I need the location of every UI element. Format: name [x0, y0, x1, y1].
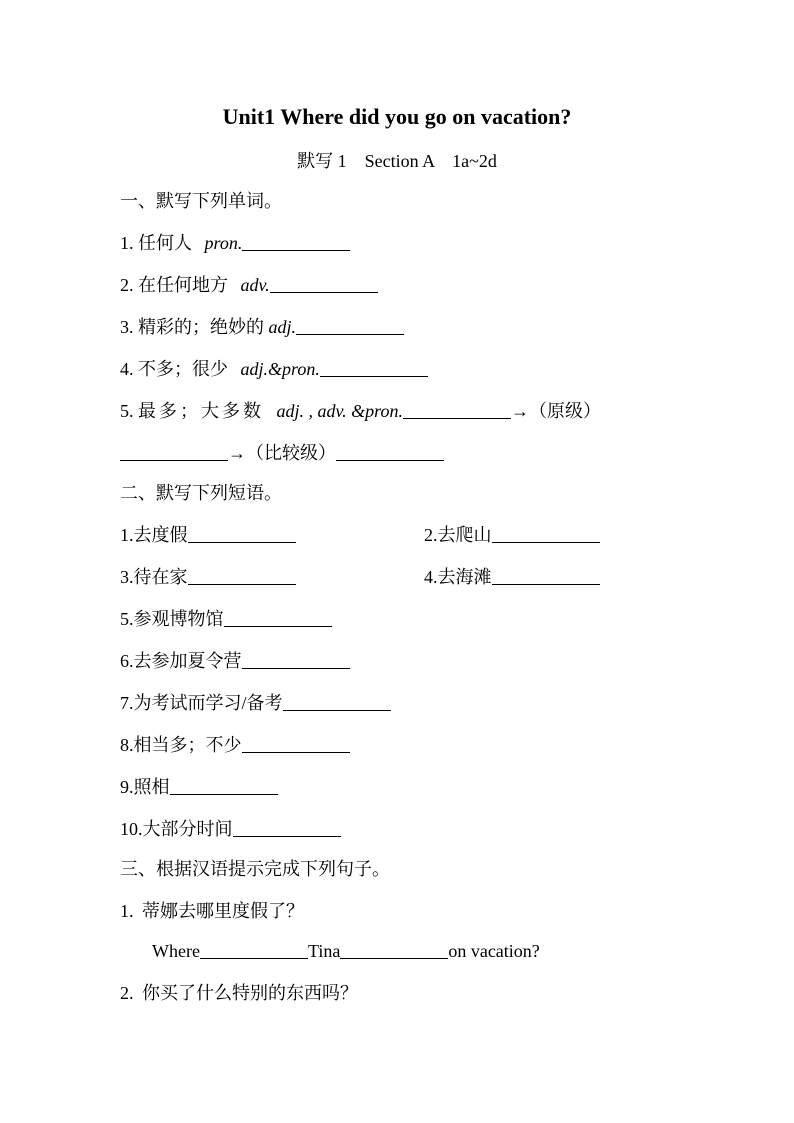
word-item-3: 3. 精彩的；绝妙的 adj.: [120, 314, 404, 340]
phrase-item-9: 9.照相: [120, 774, 278, 800]
answer-blank[interactable]: [170, 774, 278, 795]
answer-blank[interactable]: [270, 272, 378, 293]
answer-blank[interactable]: [242, 732, 350, 753]
answer-blank[interactable]: [336, 440, 444, 461]
phrase-item-4: 4.去海滩: [424, 564, 600, 590]
answer-blank[interactable]: [283, 690, 391, 711]
section1-heading: 一、默写下列单词。: [120, 191, 282, 211]
word-item-1: 1. 任何人 pron.: [120, 230, 350, 256]
answer-blank[interactable]: [242, 230, 350, 251]
phrase-item-1: 1.去度假: [120, 522, 296, 548]
sentence-1-prompt: 1. 蒂娜去哪里度假了？: [120, 901, 304, 921]
answer-blank[interactable]: [320, 356, 428, 377]
answer-blank[interactable]: [403, 398, 511, 419]
word-item-5: 5. 最多；大多数 adj. , adv. &pron. →（原级）: [120, 398, 601, 424]
phrase-item-3: 3.待在家: [120, 564, 296, 590]
phrase-item-2: 2.去爬山: [424, 522, 600, 548]
answer-blank[interactable]: [188, 522, 296, 543]
page-title: Unit1 Where did you go on vacation?: [222, 104, 572, 129]
section3-heading: 三、根据汉语提示完成下列句子。: [120, 859, 390, 879]
arrow-base-form: →（原级）: [511, 401, 601, 421]
answer-blank[interactable]: [296, 314, 404, 335]
answer-blank[interactable]: [233, 816, 341, 837]
word-item-2: 2. 在任何地方 adv.: [120, 272, 378, 298]
phrase-item-8: 8.相当多；不少: [120, 732, 350, 758]
answer-blank[interactable]: [200, 938, 308, 959]
answer-blank[interactable]: [242, 648, 350, 669]
word-item-5-continued: [120, 440, 444, 466]
answer-blank[interactable]: [492, 564, 600, 585]
sentence-1-answer: Where Tina on vacation?: [152, 938, 540, 964]
phrase-item-7: 7.为考试而学习/备考: [120, 690, 391, 716]
page-subtitle: 默写 1 Section A 1a~2d: [297, 151, 497, 171]
section2-heading: 二、默写下列短语。: [120, 483, 282, 503]
arrow-comparative: →（比较级）: [228, 443, 336, 463]
phrase-item-6: 6.去参加夏令营: [120, 648, 350, 674]
phrase-item-5: 5.参观博物馆: [120, 606, 332, 632]
answer-blank[interactable]: [120, 440, 228, 461]
sentence-2-prompt: 2. 你买了什么特别的东西吗？: [120, 983, 358, 1003]
answer-blank[interactable]: [340, 938, 448, 959]
answer-blank[interactable]: [492, 522, 600, 543]
word-item-4: 4. 不多；很少 adj.&pron.: [120, 356, 428, 382]
phrase-item-10: 10.大部分时间: [120, 816, 341, 842]
answer-blank[interactable]: [188, 564, 296, 585]
answer-blank[interactable]: [224, 606, 332, 627]
